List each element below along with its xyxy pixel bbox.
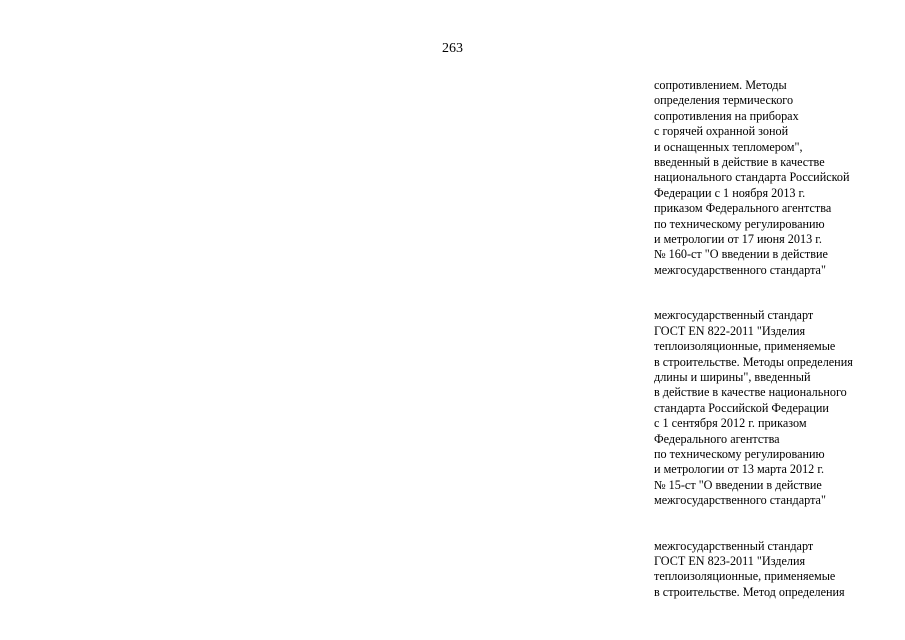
text-column	[654, 78, 899, 600]
text-line: и метрологии от 13 марта 2012 г.	[654, 462, 824, 477]
text-line: межгосударственного стандарта"	[654, 262, 826, 277]
text-line: ГОСТ EN 822-2011 "Изделия	[654, 323, 806, 338]
paragraph-3	[654, 539, 899, 601]
text-line: по техническому регулированию	[654, 446, 825, 461]
text-line: теплоизоляционные, применяемые	[654, 569, 836, 584]
text-line: межгосударственного стандарта"	[654, 493, 826, 508]
text-line: № 15-ст "О введении в действие	[654, 477, 822, 492]
text-line: теплоизоляционные, применяемые	[654, 339, 836, 354]
text-line: межгосударственный стандарт	[654, 308, 814, 323]
text-line: приказом Федерального агентства	[654, 201, 832, 216]
text-line: ГОСТ EN 823-2011 "Изделия	[654, 553, 806, 568]
text-line: сопротивления на приборах	[654, 108, 799, 123]
text-line: сопротивлением. Методы	[654, 78, 787, 92]
text-line: в действие в качестве национального	[654, 385, 847, 400]
text-line: Федерации с 1 ноября 2013 г.	[654, 185, 806, 200]
text-line: межгосударственный стандарт	[654, 538, 814, 553]
text-line: определения термического	[654, 93, 794, 108]
text-line: с горячей охранной зоной	[654, 124, 789, 139]
page-number: 263	[442, 41, 463, 56]
text-line: стандарта Российской Федерации	[654, 400, 829, 415]
text-line: в строительстве. Метод определения	[654, 584, 845, 599]
text-line: введенный в действие в качестве	[654, 155, 825, 170]
text-line: № 160-ст "О введении в действие	[654, 247, 828, 262]
text-line: по техническому регулированию	[654, 216, 825, 231]
text-line: национального стандарта Российской	[654, 170, 850, 185]
text-line: и метрологии от 17 июня 2013 г.	[654, 232, 822, 247]
text-line: с 1 сентября 2012 г. приказом	[654, 416, 807, 431]
text-line: Федерального агентства	[654, 431, 780, 446]
text-line: длины и ширины", введенный	[654, 369, 811, 384]
text-line: и оснащенных тепломером",	[654, 139, 803, 154]
paragraph-2	[654, 308, 899, 508]
paragraph-1	[654, 78, 899, 278]
text-line: в строительстве. Методы определения	[654, 354, 853, 369]
